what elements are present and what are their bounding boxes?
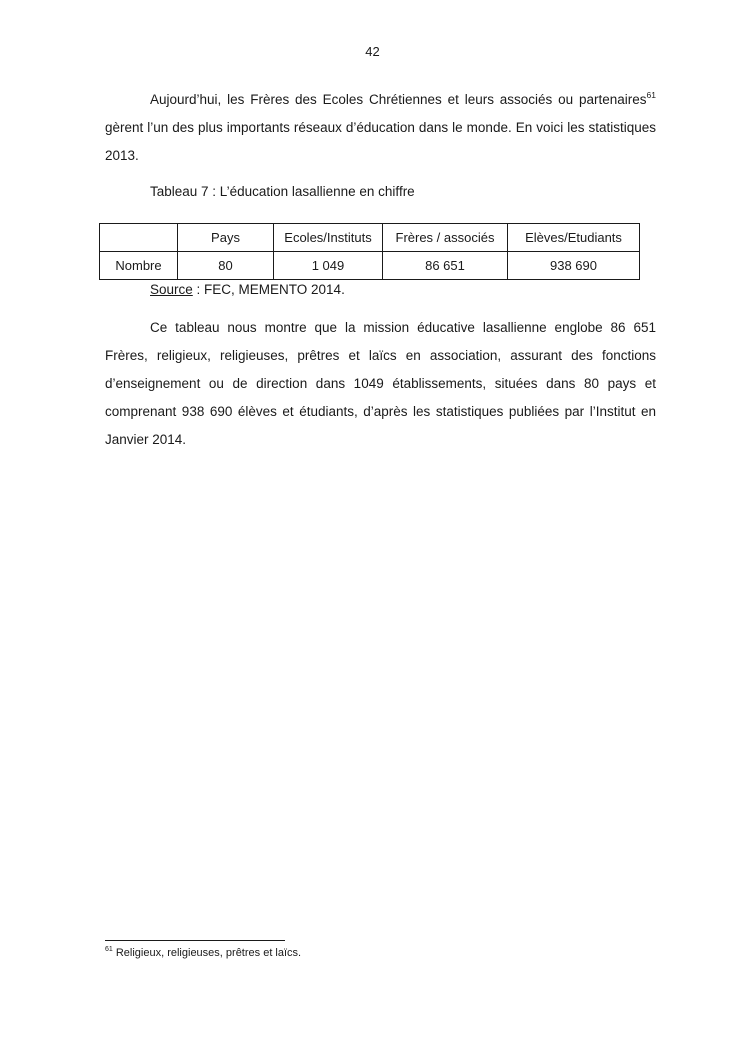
page-number: 42 <box>365 44 380 59</box>
footnote-text: Religieux, religieuses, prêtres et laïcs. <box>112 947 302 959</box>
analysis-paragraph <box>105 314 656 454</box>
footnote-divider <box>105 940 285 941</box>
footnote <box>105 945 301 961</box>
source-label: Source <box>150 282 193 297</box>
table-header-cell <box>100 224 178 252</box>
table-header-row <box>100 224 640 252</box>
table-cell: 1 049 <box>274 252 383 280</box>
table-cell: 938 690 <box>508 252 640 280</box>
statistics-table <box>99 223 640 280</box>
table-source <box>150 280 345 300</box>
footnote-reference[interactable]: 61 <box>646 90 656 100</box>
table-cell: 86 651 <box>383 252 508 280</box>
table-header-cell: Frères / associés <box>383 224 508 252</box>
table-header-cell: Elèves/Etudiants <box>508 224 640 252</box>
table-cell: 80 <box>178 252 274 280</box>
table-header-cell: Ecoles/Instituts <box>274 224 383 252</box>
table-caption: Tableau 7 : L’éducation lasallienne en chiffre <box>150 184 415 199</box>
footnote-number: 61 <box>105 946 113 953</box>
intro-paragraph <box>105 86 656 170</box>
table-cell: Nombre <box>100 252 178 280</box>
intro-text: Aujourd’hui, les Frères des Ecoles Chrétiennes et leurs associés ou partenaires <box>150 92 647 107</box>
analysis-text: Ce tableau nous montre que la mission éducative lasallienne englobe 86 651 Frères, religieux, religieuses, prêtres et laïcs en association, assurant des fonctions d’enseignement ou de direction dans 1049 établissements, situées dans 80 pays et comprenant 938 690 élèves et étudiants, d’après les statistiques publiées par l’Institut en Janvier 2014. <box>105 320 656 447</box>
intro-text-continued: gèrent l’un des plus importants réseaux d’éducation dans le monde. En voici les statistiques 2013. <box>105 120 656 163</box>
source-text: : FEC, MEMENTO 2014. <box>192 282 345 297</box>
table-row <box>100 252 640 280</box>
table-header-cell: Pays <box>178 224 274 252</box>
